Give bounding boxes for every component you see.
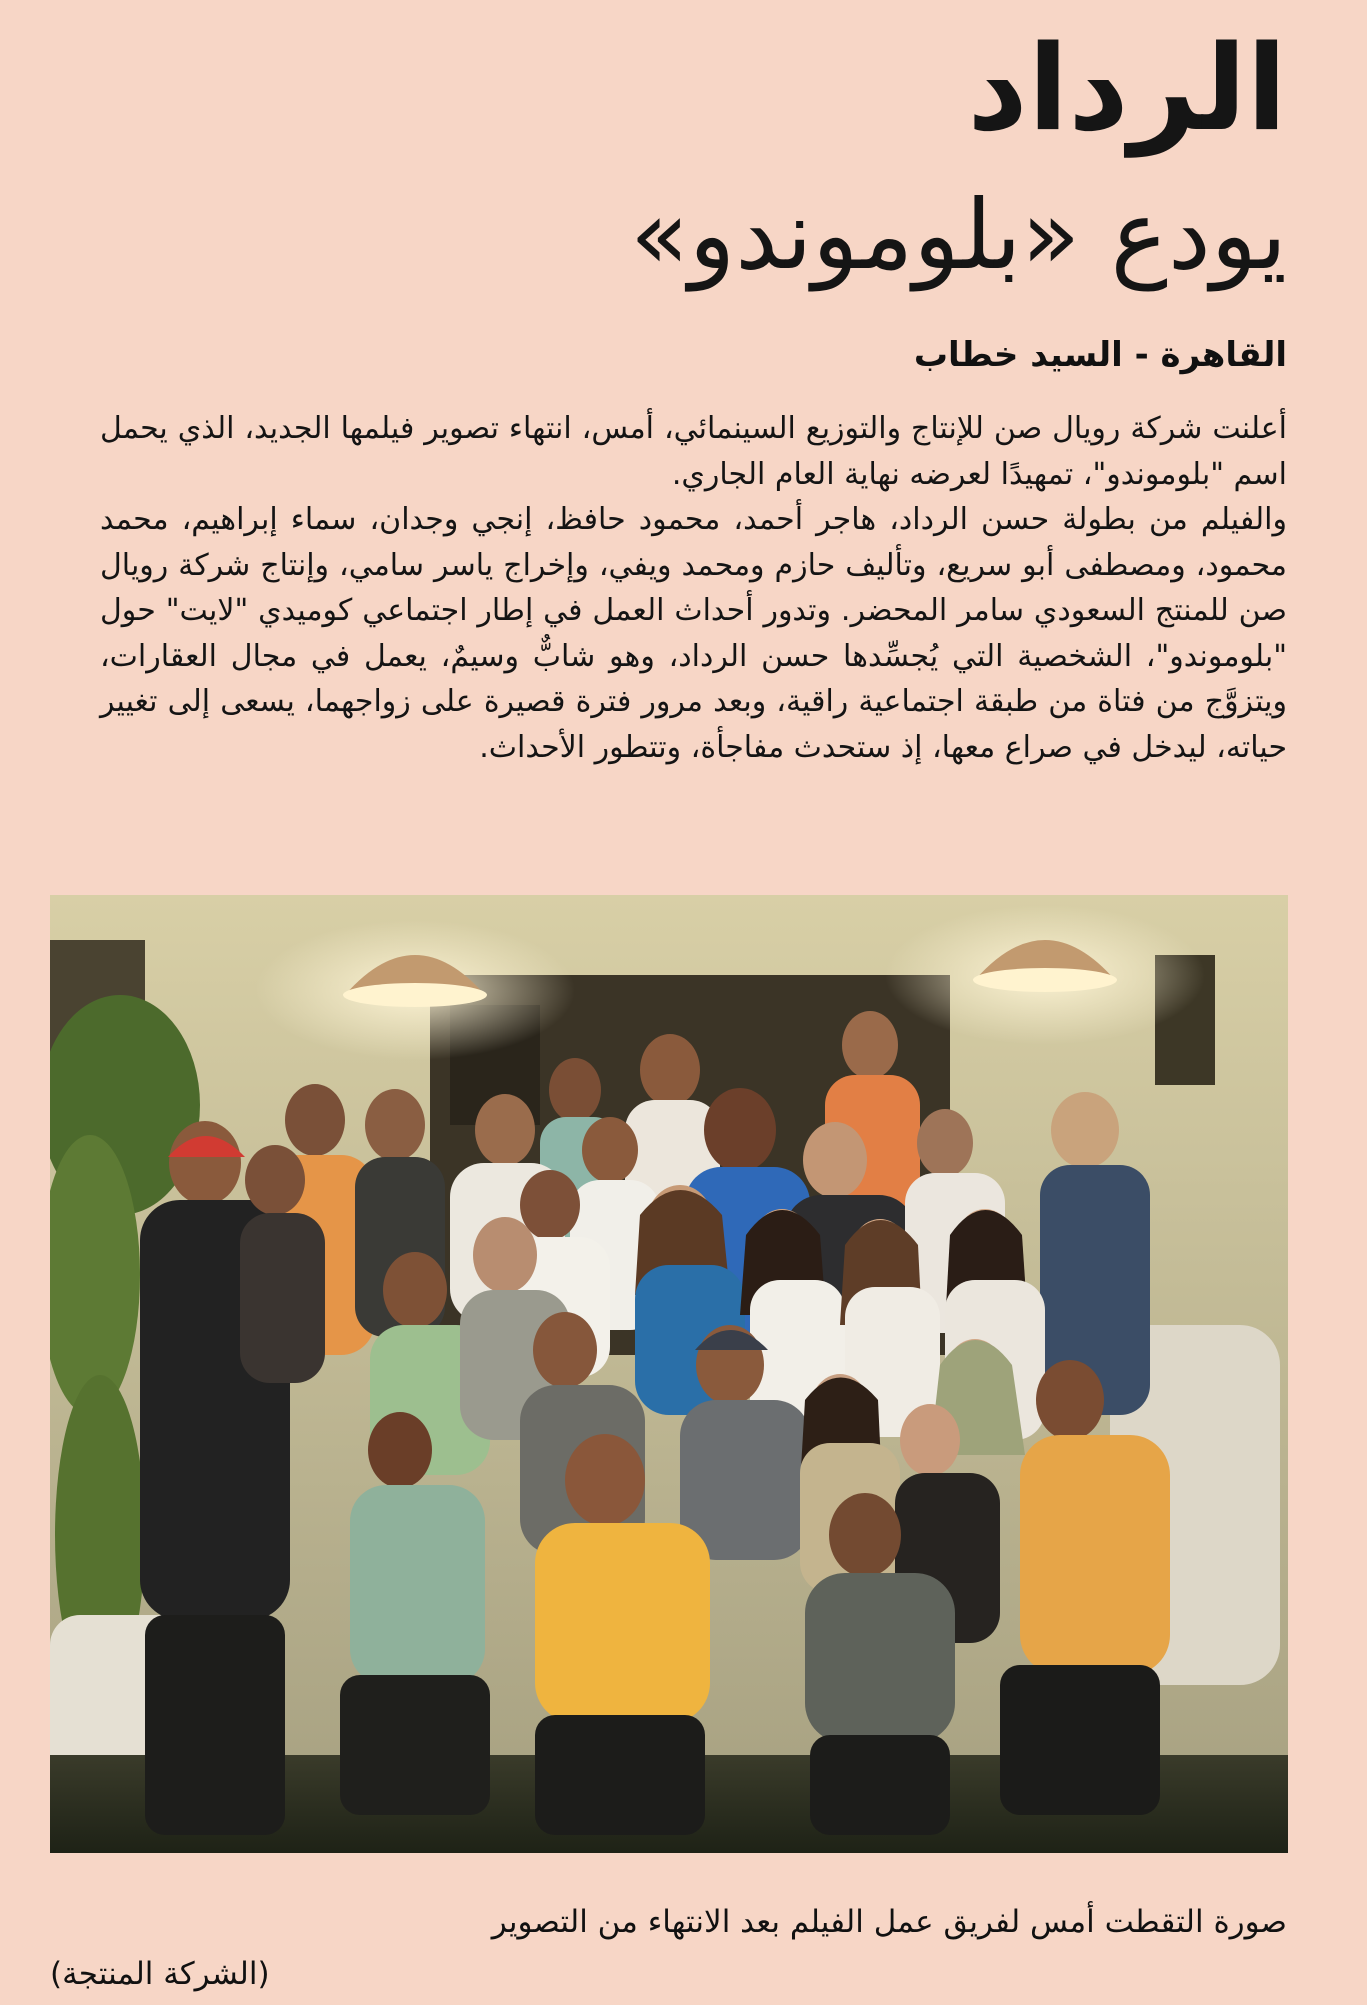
- headline-subtitle: يودع «بلوموندو»: [630, 179, 1287, 291]
- photo-credit: (الشركة المنتجة): [50, 1956, 270, 1992]
- article-paragraph: أعلنت شركة رويال صن للإنتاج والتوزيع السينمائي، أمس، انتهاء تصوير فيلمها الجديد، الذي يحمل اسم "بلوموندو"، تمهيدًا لعرضه نهاية العام الجاري.: [100, 411, 1287, 492]
- group-photo-illustration: [50, 895, 1288, 1853]
- headline-title: الرداد: [967, 19, 1287, 157]
- article-paragraph: والفيلم من بطولة حسن الرداد، هاجر أحمد، محمود حافظ، إنجي وجدان، سماء إبراهيم، محمد محمود، ومصطفى أبو سريع، وتأليف حازم ومحمد ويفي، وإخراج ياسر سامي، وإنتاج شركة رويال صن للمنتج السعودي سامر المحضر. وتدور أحداث العمل في إطار اجتماعي كوميدي "لايت" حول "بلوموندو"، الشخصية التي يُجسِّدها حسن الرداد، وهو شابٌّ وسيمٌ، يعمل في مجال العقارات، ويتزوَّج من فتاة من طبقة اجتماعية راقية، وبعد مرور فترة قصيرة على زواجهما، يسعى إلى تغيير حياته، ليدخل في صراع معها، إذ ستحدث مفاجأة، وتتطور الأحداث.: [100, 502, 1287, 765]
- article-body: [100, 406, 1287, 770]
- byline: القاهرة - السيد خطاب: [913, 335, 1287, 375]
- team-group-photo: [50, 895, 1288, 1853]
- photo-caption: صورة التقطت أمس لفريق عمل الفيلم بعد الانتهاء من التصوير: [491, 1904, 1287, 1940]
